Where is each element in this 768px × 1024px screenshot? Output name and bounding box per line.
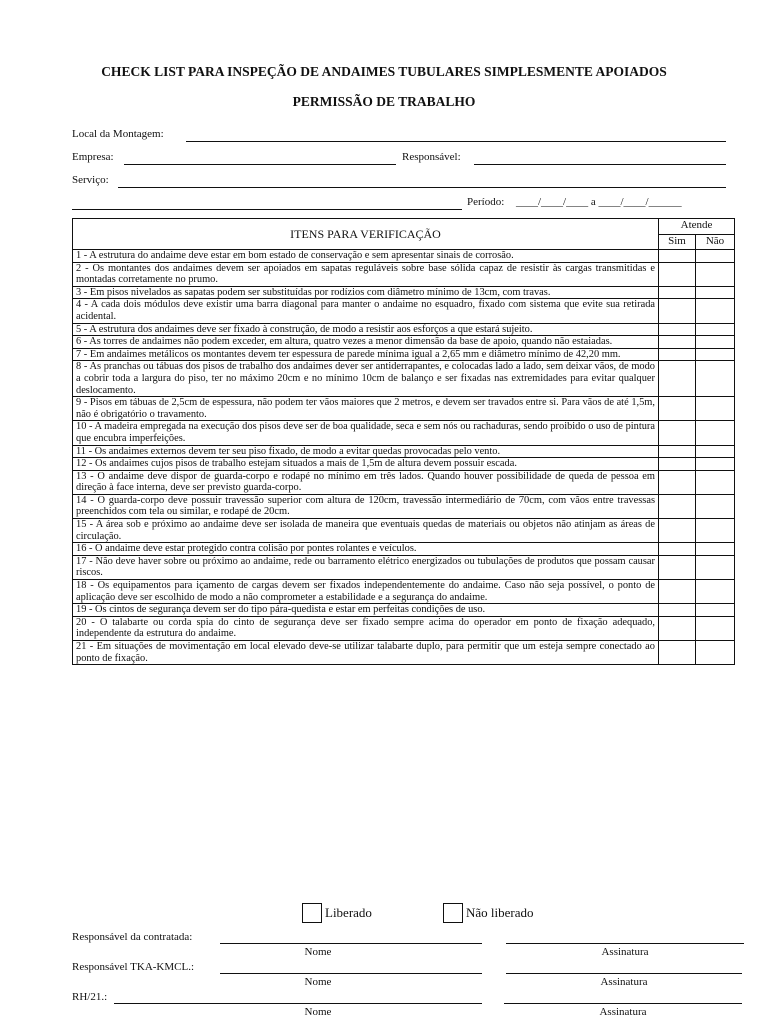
sim-cell[interactable] xyxy=(659,616,696,640)
responsavel-label: Responsável: xyxy=(402,151,461,163)
nao-cell[interactable] xyxy=(696,323,735,336)
checklist-row xyxy=(73,580,735,604)
checklist-item-text: 10 - A madeira empregada na execução dos pisos deve ser de boa qualidade, seca e sem nós ou rachaduras, sendo proibido o uso de pintura que encubra imperfeições. xyxy=(73,421,659,445)
sim-cell[interactable] xyxy=(659,641,696,665)
checklist-item-text: 13 - O andaime deve dispor de guarda-corpo e rodapé no mínimo em três lados. Quando houver possibilidade de queda de pessoa em direção à face interna, deve ser previsto guarda-corpo. xyxy=(73,470,659,494)
nao-cell[interactable] xyxy=(696,299,735,323)
checklist-item-text: 17 - Não deve haver sobre ou próximo ao andaime, rede ou barramento elétrico energizados ou tubulações de produtos que possam causar riscos. xyxy=(73,555,659,579)
checklist-row xyxy=(73,616,735,640)
sig-contratada-name-field[interactable] xyxy=(220,943,482,944)
checklist-item-text: 7 - Em andaimes metálicos os montantes devem ter espessura de parede mínima igual a 2,65 mm e diâmetro mínimo de 42,20 mm. xyxy=(73,348,659,361)
checklist-row xyxy=(73,250,735,263)
checklist-item-text: 12 - Os andaimes cujos pisos de trabalho estejam situados a mais de 1,5m de altura devem possuir escada. xyxy=(73,458,659,471)
local-field[interactable] xyxy=(186,141,726,142)
checklist-row xyxy=(73,286,735,299)
sim-cell[interactable] xyxy=(659,361,696,397)
checklist-item-text: 5 - A estrutura dos andaimes deve ser fixado à construção, de modo a resistir aos esforços a que estará sujeito. xyxy=(73,323,659,336)
checklist-item-text: 15 - A área sob e próximo ao andaime deve ser isolada de maneira que eventuais quedas de materiais ou objetos não atinjam as áreas de circulação. xyxy=(73,519,659,543)
sim-cell[interactable] xyxy=(659,397,696,421)
checklist-item-text: 20 - O talabarte ou corda spia do cinto de segurança deve ser fixado sempre acima do operador em ponto de fixação adequado, independente da estrutura do andaime. xyxy=(73,616,659,640)
sig-rh-signature-field[interactable] xyxy=(504,1003,742,1004)
checklist-row xyxy=(73,470,735,494)
sig-rh-assinatura-caption: Assinatura xyxy=(599,1006,647,1018)
sim-cell[interactable] xyxy=(659,555,696,579)
sig-tka-label: Responsável TKA-KMCL.: xyxy=(72,961,195,973)
nao-cell[interactable] xyxy=(696,604,735,617)
sim-cell[interactable] xyxy=(659,580,696,604)
local-label: Local da Montagem: xyxy=(72,128,164,140)
sim-cell[interactable] xyxy=(659,519,696,543)
sig-contratada-label: Responsável da contratada: xyxy=(72,931,193,943)
items-header: ITENS PARA VERIFICAÇÃO xyxy=(73,219,659,250)
sim-cell[interactable] xyxy=(659,445,696,458)
document-subtitle: PERMISSÃO DE TRABALHO xyxy=(292,94,476,109)
nao-cell[interactable] xyxy=(696,580,735,604)
sig-tka-nome-caption: Nome xyxy=(304,976,332,988)
liberado-checkbox[interactable] xyxy=(302,903,322,923)
checklist-row xyxy=(73,323,735,336)
nao-cell[interactable] xyxy=(696,616,735,640)
checklist-item-text: 19 - Os cintos de segurança devem ser do tipo pára-quedista e estar em perfeitas condições de uso. xyxy=(73,604,659,617)
nao-liberado-label: Não liberado xyxy=(466,905,534,920)
checklist-item-text: 1 - A estrutura do andaime deve estar em bom estado de conservação e sem apresentar sinais de corrosão. xyxy=(73,250,659,263)
checklist-item-text: 6 - As torres de andaimes não podem exceder, em altura, quatro vezes a menor dimensão da base de apoio, quando não estaiadas. xyxy=(73,336,659,349)
nao-cell[interactable] xyxy=(696,262,735,286)
sim-cell[interactable] xyxy=(659,604,696,617)
liberado-label: Liberado xyxy=(325,905,372,920)
periodo-label: Período: xyxy=(467,196,505,208)
nao-cell[interactable] xyxy=(696,250,735,263)
document-title: CHECK LIST PARA INSPEÇÃO DE ANDAIMES TUBULARES SIMPLESMENTE APOIADOS xyxy=(101,64,667,79)
sig-contratada-signature-field[interactable] xyxy=(506,943,744,944)
nao-cell[interactable] xyxy=(696,361,735,397)
checklist-row xyxy=(73,519,735,543)
empresa-field[interactable] xyxy=(124,164,396,165)
sig-rh-nome-caption: Nome xyxy=(304,1006,332,1018)
empresa-label: Empresa: xyxy=(72,151,114,163)
sig-contratada-nome-caption: Nome xyxy=(304,946,332,958)
nao-cell[interactable] xyxy=(696,421,735,445)
checklist-row xyxy=(73,494,735,518)
checklist-row xyxy=(73,397,735,421)
sig-tka-signature-field[interactable] xyxy=(506,973,742,974)
checklist-row xyxy=(73,555,735,579)
sim-cell[interactable] xyxy=(659,494,696,518)
checklist-item-text: 3 - Em pisos nivelados as sapatas podem ser substituídas por rodízios com diâmetro mínimo de 13cm, com travas. xyxy=(73,286,659,299)
nao-liberado-checkbox[interactable] xyxy=(443,903,463,923)
checklist-table xyxy=(72,218,735,665)
sim-cell[interactable] xyxy=(659,543,696,556)
checklist-row xyxy=(73,604,735,617)
sig-tka-assinatura-caption: Assinatura xyxy=(600,976,648,988)
nao-cell[interactable] xyxy=(696,543,735,556)
nao-cell[interactable] xyxy=(696,494,735,518)
checklist-item-text: 2 - Os montantes dos andaimes devem ser apoiados em sapatas reguláveis sobre base sólida capaz de resistir às cargas transmitidas e montadas corretamente no prumo. xyxy=(73,262,659,286)
responsavel-field[interactable] xyxy=(474,164,726,165)
sim-cell[interactable] xyxy=(659,286,696,299)
nao-header: Não xyxy=(696,235,735,250)
checklist-item-text: 8 - As pranchas ou tábuas dos pisos de trabalho dos andaimes dever ser antiderrapantes, e colocadas lado a lado, sem deixar vãos, de modo a cobrir toda a largura do piso, ter no máximo 20cm e no mínimo 10cm de balanço e ser fixadas nas extremidades para evitar qualquer deslocamento. xyxy=(73,361,659,397)
sig-rh-label: RH/21.: xyxy=(72,991,108,1003)
sim-cell[interactable] xyxy=(659,250,696,263)
checklist-item-text: 4 - A cada dois módulos deve existir uma barra diagonal para manter o andaime no esquadro, fixado com sistema que evite sua retirada acidental. xyxy=(73,299,659,323)
nao-cell[interactable] xyxy=(696,555,735,579)
servico-label: Serviço: xyxy=(72,174,109,186)
checklist-row xyxy=(73,299,735,323)
checklist-row xyxy=(73,543,735,556)
checklist-row xyxy=(73,262,735,286)
checklist-row xyxy=(73,445,735,458)
sim-cell[interactable] xyxy=(659,348,696,361)
checklist-item-text: 18 - Os equipamentos para içamento de cargas devem ser fixados independentemente do andaime. Caso não seja possível, o ponto de aplicação deve ser escolhido de modo a não comprometer a estabilidade e a segurança do andaime. xyxy=(73,580,659,604)
checklist-item-text: 9 - Pisos em tábuas de 2,5cm de espessura, não podem ter vãos maiores que 2 metros, e devem ser travados entre si. Para vãos de até 1,5m, não é obrigatório o travamento. xyxy=(73,397,659,421)
nao-cell[interactable] xyxy=(696,458,735,471)
checklist-item-text: 14 - O guarda-corpo deve possuir travessão superior com altura de 120cm, travessão intermediário de 70cm, com vãos entre travessas preenchidos com tela ou similar, e rodapé de 20cm. xyxy=(73,494,659,518)
sig-rh-name-field[interactable] xyxy=(114,1003,482,1004)
sim-cell[interactable] xyxy=(659,336,696,349)
periodo-field[interactable]: ____/____/____ a ____/____/______ xyxy=(516,196,682,208)
nao-cell[interactable] xyxy=(696,397,735,421)
sim-cell[interactable] xyxy=(659,470,696,494)
nao-cell[interactable] xyxy=(696,348,735,361)
checklist-row xyxy=(73,458,735,471)
nao-cell[interactable] xyxy=(696,445,735,458)
checklist-row xyxy=(73,361,735,397)
nao-cell[interactable] xyxy=(696,336,735,349)
sim-cell[interactable] xyxy=(659,262,696,286)
nao-cell[interactable] xyxy=(696,641,735,665)
sim-cell[interactable] xyxy=(659,458,696,471)
checklist-row xyxy=(73,421,735,445)
checklist-item-text: 16 - O andaime deve estar protegido contra colisão por pontes rolantes e veículos. xyxy=(73,543,659,556)
sim-cell[interactable] xyxy=(659,421,696,445)
atende-header: Atende xyxy=(659,219,735,235)
checklist-item-text: 11 - Os andaimes externos devem ter seu piso fixado, de modo a evitar quedas provocadas pelo vento. xyxy=(73,445,659,458)
sim-cell[interactable] xyxy=(659,299,696,323)
checklist-row xyxy=(73,641,735,665)
sig-contratada-assinatura-caption: Assinatura xyxy=(601,946,649,958)
servico-field[interactable] xyxy=(118,187,726,188)
servico-field-continuation[interactable] xyxy=(72,209,462,210)
checklist-row xyxy=(73,348,735,361)
nao-cell[interactable] xyxy=(696,519,735,543)
nao-cell[interactable] xyxy=(696,470,735,494)
checklist-item-text: 21 - Em situações de movimentação em local elevado deve-se utilizar talabarte duplo, para permitir que um esteja sempre conectado ao ponto de fixação. xyxy=(73,641,659,665)
sig-tka-name-field[interactable] xyxy=(220,973,482,974)
nao-cell[interactable] xyxy=(696,286,735,299)
sim-header: Sim xyxy=(659,235,696,250)
sim-cell[interactable] xyxy=(659,323,696,336)
checklist-row xyxy=(73,336,735,349)
